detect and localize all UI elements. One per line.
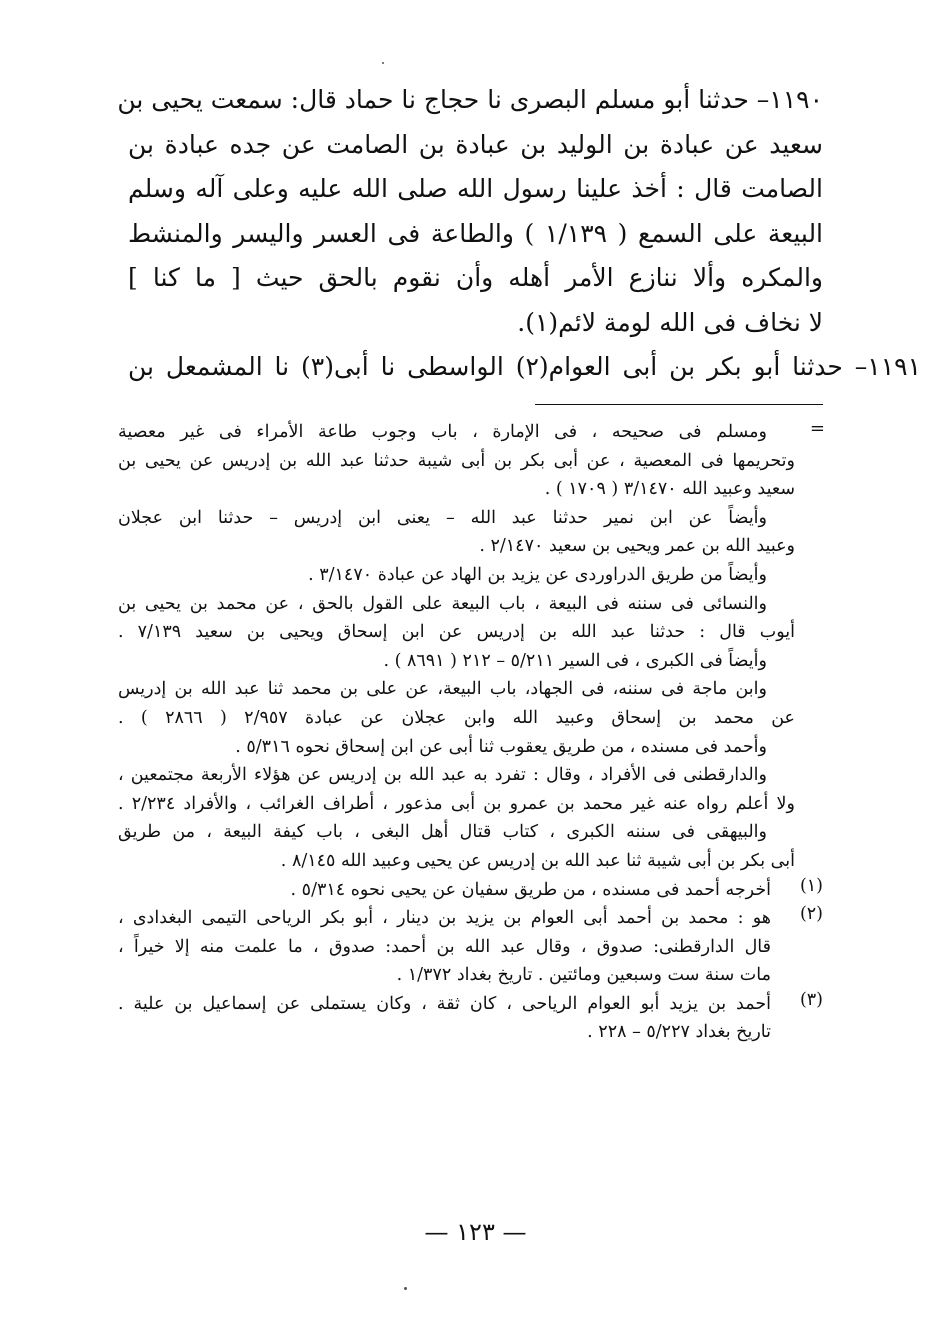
hadith-1190-line-1: ١١٩٠– حدثنا أبو مسلم البصرى نا حجاج نا حماد قال: سمعت يحيى بن [117,85,823,114]
hadith-1190-line-6: لا نخاف فى الله لومة لائم(١). [517,307,823,337]
footnote-line: والدارقطنى فى الأفراد ، وقال : تفرد به عبد الله بن إدريس عن هؤلاء الأربعة مجتمعين ، [118,765,767,786]
footnote-line: وابن ماجة فى سننه، فى الجهاد، باب البيعة، عن على بن محمد ثنا عبد الله بن إدريس [118,679,767,700]
footnote-line: أيوب قال : حدثنا عبد الله بن إدريس عن ابن إسحاق ويحيى بن سعيد ٧/١٣٩ . [118,622,795,643]
footnote-line: قال الدارقطنى: صدوق ، وقال عبد الله بن أحمد: صدوق ، ما علمت منه إلا خيراً ، [118,936,771,957]
footnote-1 [118,876,823,905]
page-number: — ١٢٣ — [424,1218,527,1246]
footnote-line: وتحريمها فى المعصية ، عن أبى بكر بن أبى شيبة حدثنا عبد الله بن إدريس عن يحيى بن [118,450,795,471]
main-text [117,78,921,390]
scan-speck [382,62,384,64]
footnote-line: وأيضاً من طريق الدراوردى عن يزيد بن الهاد عن عبادة ٣/١٤٧٠ . [308,564,767,585]
footnotes [118,418,823,1047]
footnote-line: والنسائى فى سننه فى البيعة ، باب البيعة على القول بالحق ، عن محمد بن يحيى بن [118,593,767,614]
footnote-number: (٣) [799,989,823,1010]
hadith-1190-line-2: سعيد عن عبادة بن الوليد بن عبادة بن الصامت عن جده عبادة بن [128,129,823,159]
footnote-line: أخرجه أحمد فى مسنده ، من طريق سفيان عن يحيى نحوه ٥/٣١٤ . [290,879,771,900]
footnote-line: هو : محمد بن أحمد أبى العوام بن يزيد بن دينار ، أبو بكر الرياحى التيمى البغدادى ، [118,908,771,929]
footnote-separator [535,404,823,405]
footnote-number: (٢) [799,904,823,925]
hadith-1191-line-1: ١١٩١– حدثنا أبو بكر بن أبى العوام(٢) الواسطى نا أبى(٣) نا المشمعل بن [128,352,921,381]
hadith-1190-line-3: الصامت قال : أخذ علينا رسول الله صلى الله عليه وعلى آله وسلم [128,174,823,203]
footnote-line: أحمد بن يزيد أبو العوام الرياحى ، كان ثقة ، وكان يستملى عن إسماعيل بن علية . [118,993,771,1014]
footnote-line: تاريخ بغداد ٥/٢٢٧ – ٢٢٨ . [587,1022,771,1043]
footnote-line: ولا أعلم رواه عنه غير محمد بن عمرو بن أبى مذعور ، أطراف الغرائب ، والأفراد ٢/٢٣٤ . [118,793,795,814]
footnote-3 [118,990,823,1047]
footnote-continuation [118,418,823,876]
footnote-line: وأيضاً عن ابن نمير حدثنا عبد الله – يعنى ابن إدريس – حدثنا ابن عجلان [118,507,767,528]
footnote-line: مات سنة ست وسبعين ومائتين . تاريخ بغداد ١/٣٧٢ . [396,965,771,986]
footnote-line: عن محمد بن إسحاق وعبيد الله وابن عجلان عن عبادة ٢/٩٥٧ ( ٢٨٦٦ ) . [118,707,795,728]
footnote-line: والبيهقى فى سننه الكبرى ، كتاب قتال أهل البغى ، باب كيفة البيعة ، من طريق [118,822,767,843]
footnote-line: وأيضاً فى الكبرى ، فى السير ٥/٢١١ – ٢١٢ ( ٨٦٩١ ) . [383,650,767,671]
scan-speck [404,1287,407,1290]
footnote-line: وعبيد الله بن عمر ويحيى بن سعيد ٢/١٤٧٠ . [479,536,795,557]
hadith-1190-line-5: والمكره وألا ننازع الأمر أهله وأن نقوم بالحق حيث [ ما كنا ] [128,263,823,292]
continuation-mark: = [809,418,825,439]
footnote-line: أبى بكر بن أبى شيبة ثنا عبد الله بن إدريس عن يحيى وعبيد الله ٨/١٤٥ . [280,850,795,871]
footnote-line: وأحمد فى مسنده ، من طريق يعقوب ثنا أبى عن ابن إسحاق نحوه ٥/٣١٦ . [235,736,767,757]
footnote-number: (١) [799,875,823,896]
footnote-line: ومسلم فى صحيحه ، فى الإمارة ، باب وجوب طاعة الأمراء فى غير معصية [118,422,767,442]
footnote-2 [118,904,823,990]
hadith-1190-line-4: البيعة على السمع ( ١/١٣٩ ) والطاعة فى العسر واليسر والمنشط [128,218,824,248]
footnote-line: سعيد وعبيد الله ٣/١٤٧٠ ( ١٧٠٩ ) . [544,479,795,500]
